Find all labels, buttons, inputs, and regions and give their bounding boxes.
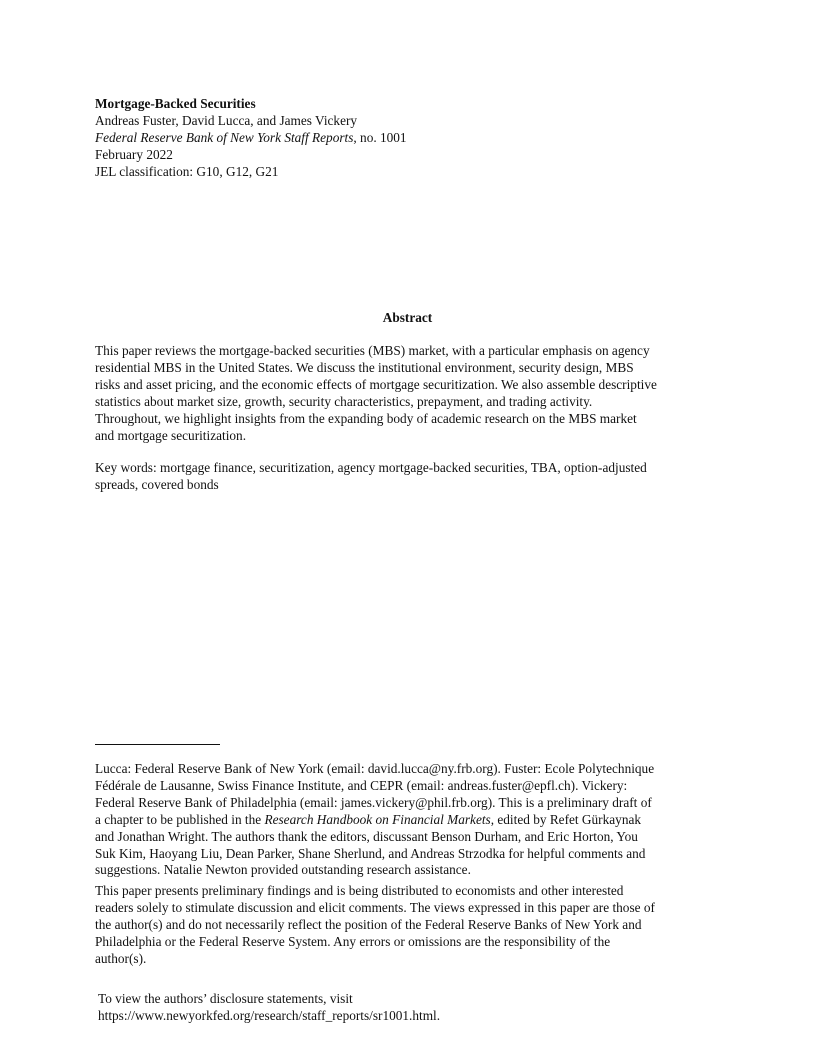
disclosure-text: To view the authors’ disclosure statements, visit <box>98 991 353 1006</box>
footnote-rule <box>95 744 220 745</box>
abstract-body <box>95 343 657 444</box>
abstract-line: risks and asset pricing, and the economic effects of mortgage securitization. We also assemble descriptive <box>95 376 657 392</box>
paper-title: Mortgage-Backed Securities <box>95 96 256 111</box>
report-series-name: Federal Reserve Bank of New York Staff Reports <box>95 129 354 145</box>
keywords-line: spreads, covered bonds <box>95 476 219 492</box>
footnote-line: Lucca: Federal Reserve Bank of New York (email: david.lucca@ny.frb.org). Fuster: Ecole Polytechnique <box>95 761 655 776</box>
abstract-line: Throughout, we highlight insights from the expanding body of academic research on the MBS market <box>95 410 637 426</box>
footnote-line: Suk Kim, Haoyang Liu, Dean Parker, Shane Sherlund, and Andreas Strzodka for helpful comments and <box>95 845 646 861</box>
report-series-number: , no. 1001 <box>353 129 407 145</box>
footnote-line: suggestions. Natalie Newton provided outstanding research assistance. <box>95 862 471 878</box>
title-block <box>95 96 407 181</box>
keywords <box>95 460 647 494</box>
disclaimer-line: Philadelphia or the Federal Reserve System. Any errors or omissions are the responsibility of the <box>95 933 611 949</box>
abstract-line: statistics about market size, growth, security characteristics, prepayment, and trading activity. <box>95 393 593 409</box>
disclosure-link[interactable]: https://www.newyorkfed.org/research/staff_reports/sr1001.html. <box>98 1007 441 1023</box>
abstract-heading: Abstract <box>382 310 433 325</box>
abstract-line: residential MBS in the United States. We discuss the institutional environment, security design, MBS <box>95 359 634 375</box>
footnote-line: Fédérale de Lausanne, Swiss Finance Institute, and CEPR (email: andreas.fuster@epfl.ch). Vickery: <box>95 777 628 793</box>
report-series <box>95 130 407 147</box>
footnote-text: , edited by Refet Gürkaynak <box>490 811 642 827</box>
abstract-line: This paper reviews the mortgage-backed securities (MBS) market, with a particular emphasis on agency <box>95 343 650 358</box>
handbook-title: Research Handbook on Financial Markets <box>264 811 491 827</box>
abstract-line: and mortgage securitization. <box>95 427 247 443</box>
footnote-line: Federal Reserve Bank of Philadelphia (email: james.vickery@phil.frb.org). This is a preliminary draft of <box>95 794 652 810</box>
disclosure-note <box>98 991 440 1025</box>
report-date: February 2022 <box>95 146 173 162</box>
footnote-line <box>95 812 654 829</box>
author-footnote <box>95 761 654 879</box>
keywords-line: Key words: mortgage finance, securitization, agency mortgage-backed securities, TBA, option-adjusted <box>95 460 647 475</box>
disclaimer-line: author(s). <box>95 950 147 966</box>
jel-classification: JEL classification: G10, G12, G21 <box>95 163 279 179</box>
paper-authors: Andreas Fuster, David Lucca, and James Vickery <box>95 112 358 128</box>
disclaimer-line: This paper presents preliminary findings and is being distributed to economists and other interested <box>95 883 624 898</box>
footnote-line: and Jonathan Wright. The authors thank the editors, discussant Benson Durham, and Eric Horton, You <box>95 828 638 844</box>
footnote-text: a chapter to be published in the <box>95 811 265 827</box>
disclaimer-line: readers solely to stimulate discussion and elicit comments. The views expressed in this paper are those of <box>95 899 655 915</box>
disclaimer <box>95 883 655 968</box>
disclaimer-line: the author(s) and do not necessarily reflect the position of the Federal Reserve Banks of New York and <box>95 916 642 932</box>
